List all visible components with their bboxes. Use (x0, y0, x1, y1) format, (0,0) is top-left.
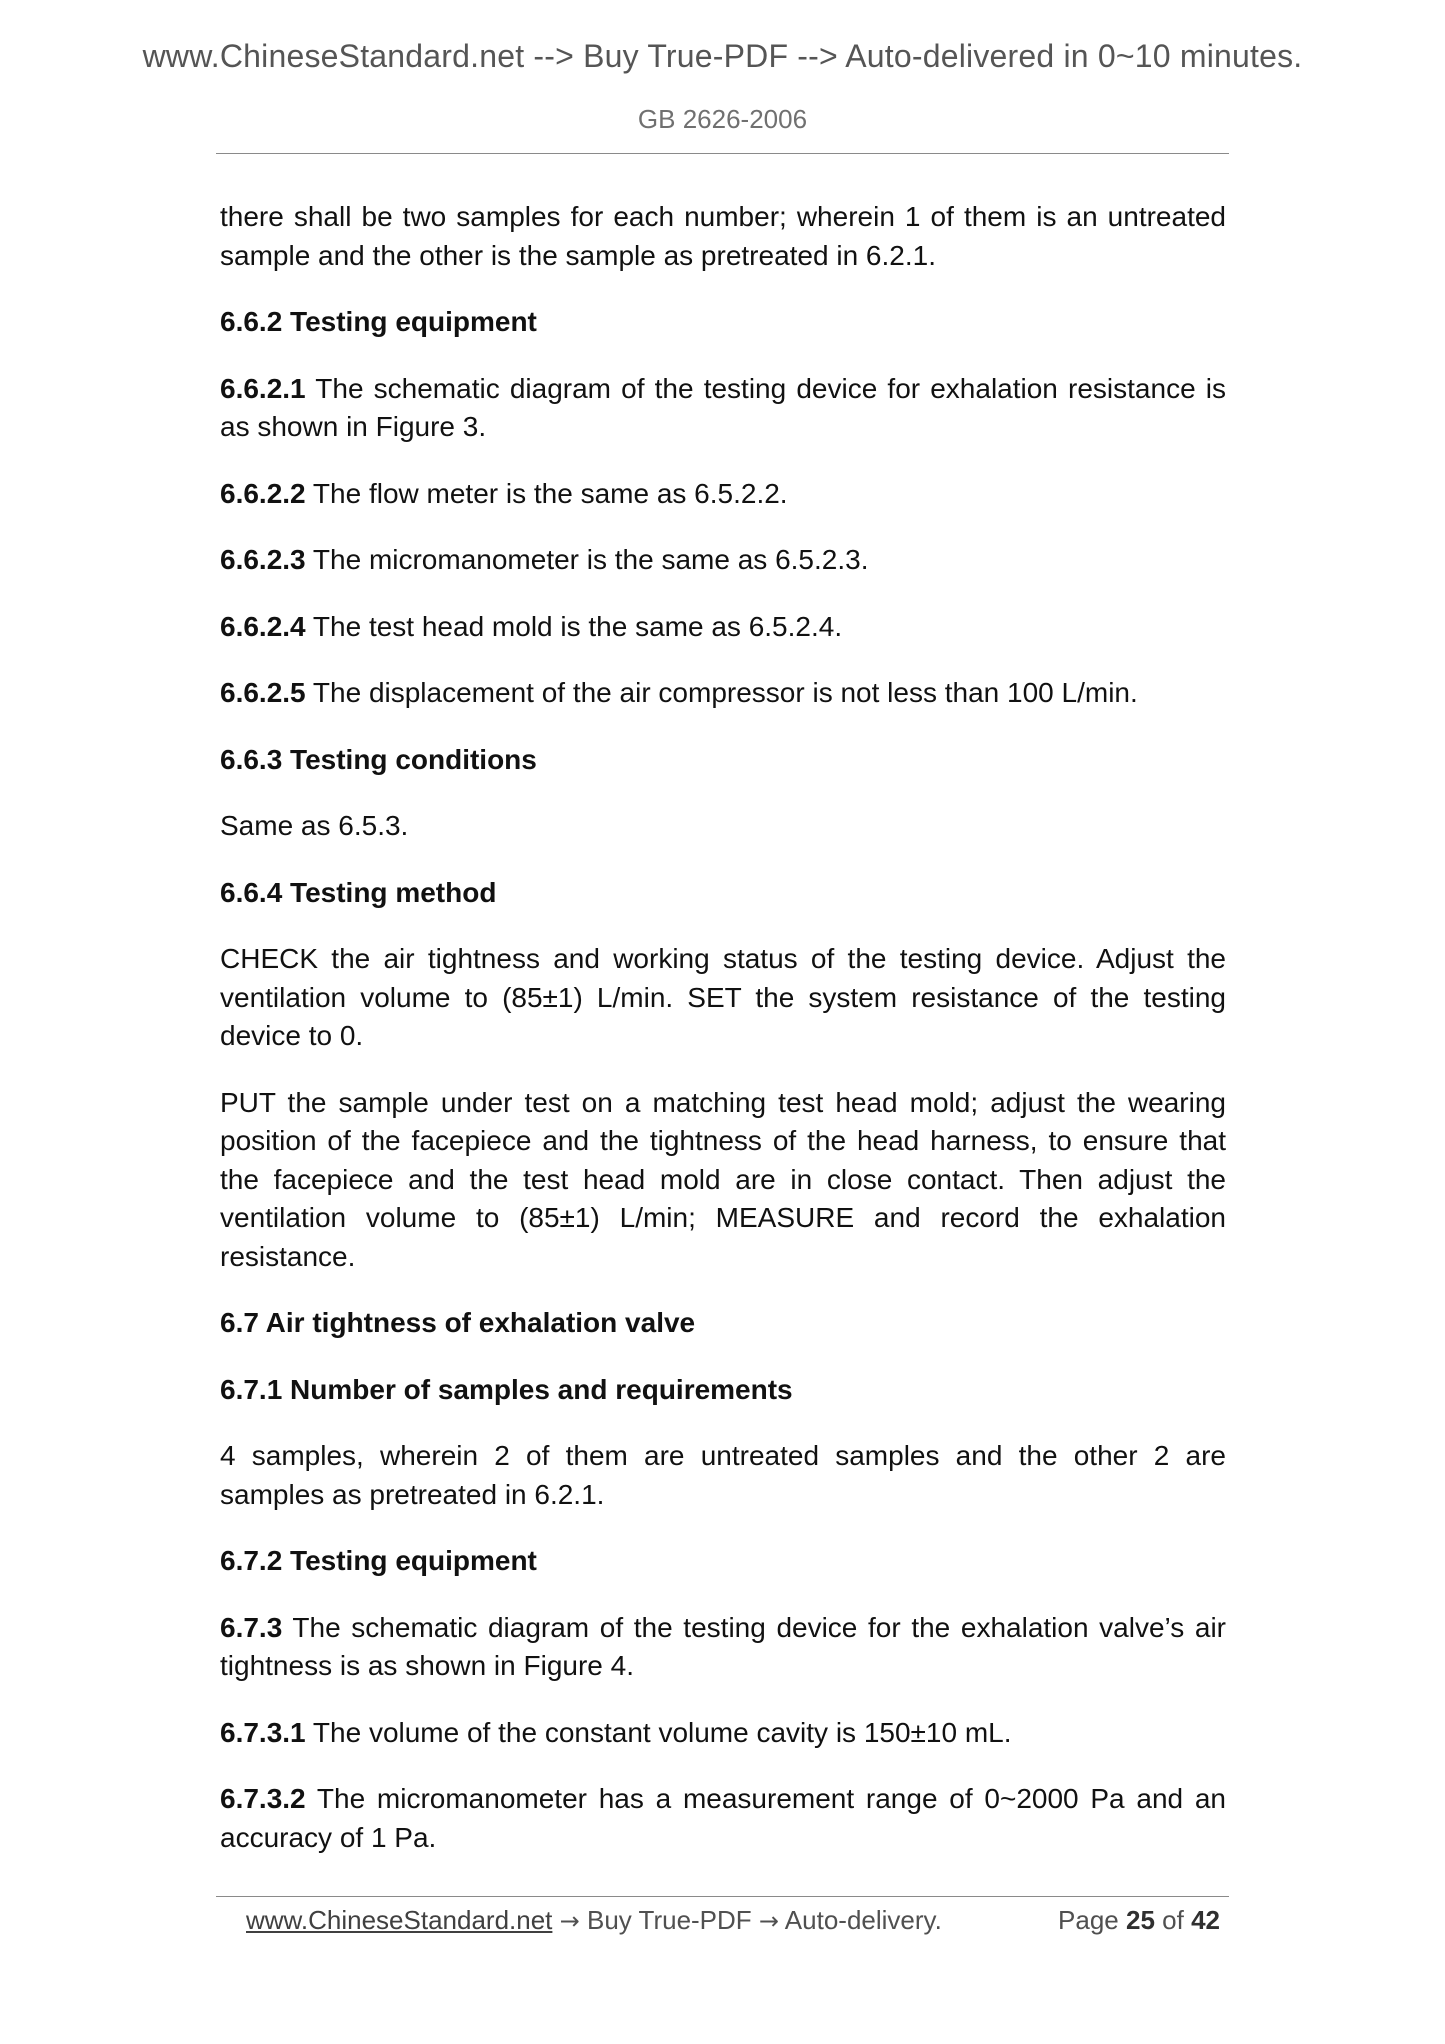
clause-text: The test head mold is the same as 6.5.2.4. (305, 610, 843, 642)
clause-number: 6.7.3.2 (220, 1783, 306, 1814)
clause-6-6-2-5 (220, 674, 1226, 713)
clause-text: The micromanometer is the same as 6.5.2.3. (305, 544, 869, 575)
arrow-right-icon: → (758, 1907, 780, 1935)
clause-text: The volume of the constant volume cavity is 150±10 mL. (305, 1716, 1012, 1748)
page-footer (246, 1900, 1226, 1940)
clause-6-6-2-1 (220, 370, 1226, 447)
page-content (220, 198, 1226, 1885)
clause-6-7-3-2 (220, 1780, 1226, 1857)
footer-buy-text: Buy True-PDF (579, 1905, 759, 1935)
clause-number: 6.6.2.2 (220, 477, 306, 509)
heading-6-7-1: 6.7.1 Number of samples and requirements (220, 1373, 793, 1405)
footer-divider (216, 1896, 1229, 1897)
clause-number: 6.7.3.1 (220, 1716, 306, 1748)
clause-text: The flow meter is the same as 6.5.2.2. (305, 477, 788, 509)
clause-text: The displacement of the air compressor is not less than 100 L/min. (305, 677, 1138, 708)
heading-6-6-2: 6.6.2 Testing equipment (220, 306, 537, 337)
heading-6-7: 6.7 Air tightness of exhalation valve (220, 1307, 696, 1338)
footer-delivery-text: Auto-delivery. (779, 1905, 942, 1935)
page-current: 25 (1126, 1905, 1155, 1935)
heading-6-7-2: 6.7.2 Testing equipment (220, 1545, 537, 1576)
clause-6-6-2-4 (220, 608, 1226, 647)
paragraph-samples: 4 samples, wherein 2 of them are untreated samples and the other 2 are samples as pretreated in 6.2.1. (220, 1440, 1226, 1510)
paragraph-method-check: CHECK the air tightness and working status of the testing device. Adjust the ventilation volume to (85±1) L/min. SET the system resistance of the testing device to 0. (220, 943, 1226, 1051)
clause-6-6-2-2 (220, 475, 1226, 514)
paragraph-continuation: there shall be two samples for each number; wherein 1 of them is an untreated sample and the other is the sample as pretreated in 6.2.1. (220, 201, 1226, 271)
arrow-right-icon: → (559, 1907, 580, 1935)
header-divider (216, 153, 1229, 154)
site-banner: www.ChineseStandard.net --> Buy True-PDF --> Auto-delivered in 0~10 minutes. (142, 38, 1303, 74)
paragraph-method-put: PUT the sample under test on a matching test head mold; adjust the wearing position of the facepiece and the tightness of the head harness, to ensure that the facepiece and the test head mold are in close contact. Then adjust the ventilation volume to (85±1) L/min; MEASURE and record the exhalation resistance. (220, 1086, 1226, 1272)
clause-number: 6.7.3 (220, 1611, 283, 1643)
clause-number: 6.6.2.3 (220, 544, 306, 575)
of-label: of (1162, 1905, 1184, 1935)
clause-number: 6.6.2.4 (220, 610, 306, 642)
clause-number: 6.6.2.1 (220, 372, 306, 404)
heading-6-6-4: 6.6.4 Testing method (220, 876, 497, 908)
page-total: 42 (1191, 1905, 1220, 1935)
footer-site-link[interactable]: www.ChineseStandard.net (246, 1905, 553, 1935)
clause-number: 6.6.2.5 (220, 677, 306, 708)
clause-6-7-3-1 (220, 1714, 1226, 1753)
clause-6-7-3 (220, 1609, 1226, 1686)
clause-text: The micromanometer has a measurement range of 0~2000 Pa and an accuracy of 1 Pa. (220, 1783, 1226, 1853)
page-label: Page (1058, 1905, 1119, 1935)
document-code: GB 2626-2006 (637, 104, 808, 134)
paragraph-conditions: Same as 6.5.3. (220, 810, 409, 841)
page-number (1058, 1900, 1220, 1940)
clause-text: The schematic diagram of the testing device for the exhalation valve’s air tightness is as shown in Figure 4. (220, 1611, 1226, 1681)
clause-6-6-2-3 (220, 541, 1226, 580)
heading-6-6-3: 6.6.3 Testing conditions (220, 743, 537, 775)
clause-text: The schematic diagram of the testing device for exhalation resistance is as shown in Figure 3. (220, 372, 1226, 442)
